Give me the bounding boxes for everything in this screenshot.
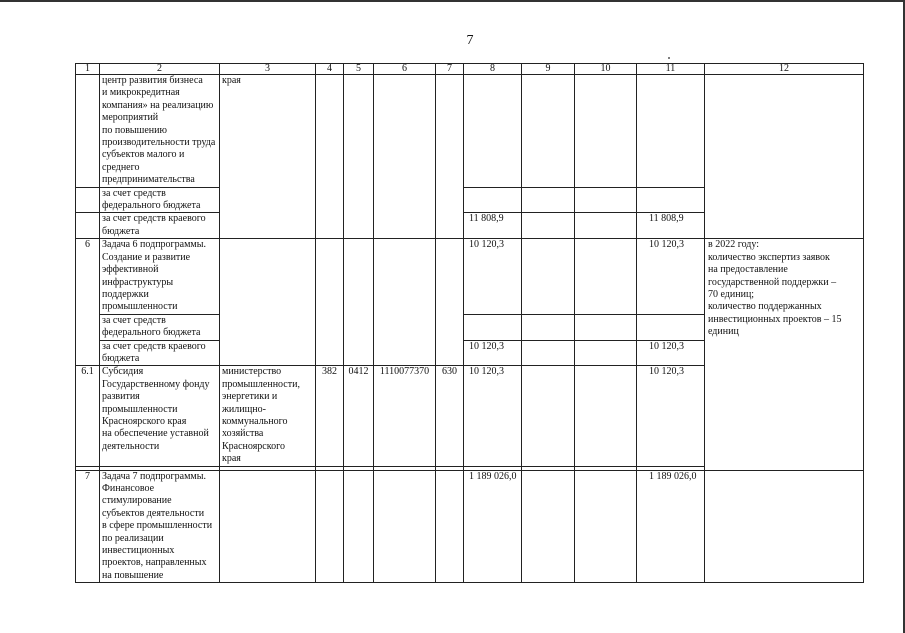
header-cell-8: 8 bbox=[464, 64, 522, 75]
cell-8 bbox=[464, 75, 522, 188]
header-cell-3: 3 bbox=[220, 64, 316, 75]
program-table bbox=[75, 63, 864, 583]
num-cell bbox=[76, 187, 100, 213]
cell-5 bbox=[344, 75, 374, 239]
cell-11: 1 189 026,0 bbox=[637, 470, 705, 583]
header-cell-7: 7 bbox=[436, 64, 464, 75]
header-cell-12: 12 bbox=[705, 64, 864, 75]
cell-8: 10 120,3 bbox=[464, 239, 522, 314]
cell-10 bbox=[575, 366, 637, 466]
cell-8: 1 189 026,0 bbox=[464, 470, 522, 583]
cell-7 bbox=[436, 470, 464, 583]
header-cell-6: 6 bbox=[374, 64, 436, 75]
header-cell-4: 4 bbox=[316, 64, 344, 75]
cell-6: 1110077370 bbox=[374, 366, 436, 466]
cell-11 bbox=[637, 314, 705, 340]
name-cell: за счет средств краевого бюджета bbox=[100, 340, 220, 366]
name-cell: за счет средств федерального бюджета bbox=[100, 187, 220, 213]
header-cell-11: 11 bbox=[637, 64, 705, 75]
cell-9 bbox=[522, 75, 575, 188]
cell-4 bbox=[316, 239, 344, 366]
num-cell: 6 bbox=[76, 239, 100, 366]
cell-5 bbox=[344, 470, 374, 583]
cell-7 bbox=[436, 75, 464, 239]
cell-8 bbox=[464, 314, 522, 340]
cell-9 bbox=[522, 187, 575, 213]
header-cell-2: 2 bbox=[100, 64, 220, 75]
cell-10 bbox=[575, 314, 637, 340]
name-cell: Субсидия Государственному фонду развития промышленности Красноярского края на обеспечение уставной деятельности bbox=[100, 366, 220, 466]
executor-cell bbox=[220, 470, 316, 583]
scan-speck bbox=[668, 57, 670, 59]
cell-9 bbox=[522, 340, 575, 366]
header-row bbox=[76, 64, 864, 75]
cell-10 bbox=[575, 470, 637, 583]
cell-8: 11 808,9 bbox=[464, 213, 522, 239]
num-cell: 7 bbox=[76, 470, 100, 583]
cell-9 bbox=[522, 239, 575, 314]
cell-5 bbox=[344, 239, 374, 366]
cell-4: 382 bbox=[316, 366, 344, 466]
name-cell: Задача 6 подпрограммы. Создание и развитие эффективной инфраструктуры поддержки промышленности bbox=[100, 239, 220, 314]
header-cell-9: 9 bbox=[522, 64, 575, 75]
cell-9 bbox=[522, 366, 575, 466]
cell-7 bbox=[436, 239, 464, 366]
name-cell: центр развития бизнеса и микрокредитная компания» на реализацию мероприятий по повышению производительности труда субъектов малого и среднего предпринимательства bbox=[100, 75, 220, 188]
cell-11: 10 120,3 bbox=[637, 366, 705, 466]
name-cell: за счет средств краевого бюджета bbox=[100, 213, 220, 239]
header-cell-10: 10 bbox=[575, 64, 637, 75]
name-cell: за счет средств федерального бюджета bbox=[100, 314, 220, 340]
scan-top-edge bbox=[0, 0, 905, 2]
table-row bbox=[76, 239, 864, 314]
cell-10 bbox=[575, 239, 637, 314]
cell-10 bbox=[575, 187, 637, 213]
num-cell bbox=[76, 213, 100, 239]
table-row bbox=[76, 470, 864, 583]
page-number: 7 bbox=[466, 33, 474, 48]
cell-8: 10 120,3 bbox=[464, 366, 522, 466]
cell-4 bbox=[316, 75, 344, 239]
num-cell bbox=[76, 75, 100, 188]
cell-10 bbox=[575, 75, 637, 188]
cell-10 bbox=[575, 213, 637, 239]
cell-8: 10 120,3 bbox=[464, 340, 522, 366]
executor-cell: края bbox=[220, 75, 316, 239]
cell-7: 630 bbox=[436, 366, 464, 466]
cell-11: 10 120,3 bbox=[637, 239, 705, 314]
result-cell bbox=[705, 75, 864, 239]
cell-9 bbox=[522, 213, 575, 239]
cell-5: 0412 bbox=[344, 366, 374, 466]
cell-6 bbox=[374, 75, 436, 239]
header-cell-5: 5 bbox=[344, 64, 374, 75]
header-cell-1: 1 bbox=[76, 64, 100, 75]
cell-10 bbox=[575, 340, 637, 366]
cell-9 bbox=[522, 470, 575, 583]
cell-6 bbox=[374, 239, 436, 366]
cell-9 bbox=[522, 314, 575, 340]
result-cell bbox=[705, 470, 864, 583]
cell-4 bbox=[316, 470, 344, 583]
name-cell: Задача 7 подпрограммы. Финансовое стимулирование субъектов деятельности в сфере промышленности по реализации инвестиционных проектов, направленных на повышение bbox=[100, 470, 220, 583]
cell-11: 11 808,9 bbox=[637, 213, 705, 239]
cell-11 bbox=[637, 75, 705, 188]
table-row bbox=[76, 75, 864, 188]
cell-11: 10 120,3 bbox=[637, 340, 705, 366]
cell-6 bbox=[374, 470, 436, 583]
executor-cell: министерство промышленности, энергетики и жилищно- коммунального хозяйства Красноярского края bbox=[220, 366, 316, 466]
num-cell: 6.1 bbox=[76, 366, 100, 466]
cell-8 bbox=[464, 187, 522, 213]
result-cell: в 2022 году: количество экспертиз заявок на предоставление государственной поддержки – 70 единиц; количество поддержанных инвестиционных проектов – 15 единиц bbox=[705, 239, 864, 470]
executor-cell bbox=[220, 239, 316, 366]
cell-11 bbox=[637, 187, 705, 213]
